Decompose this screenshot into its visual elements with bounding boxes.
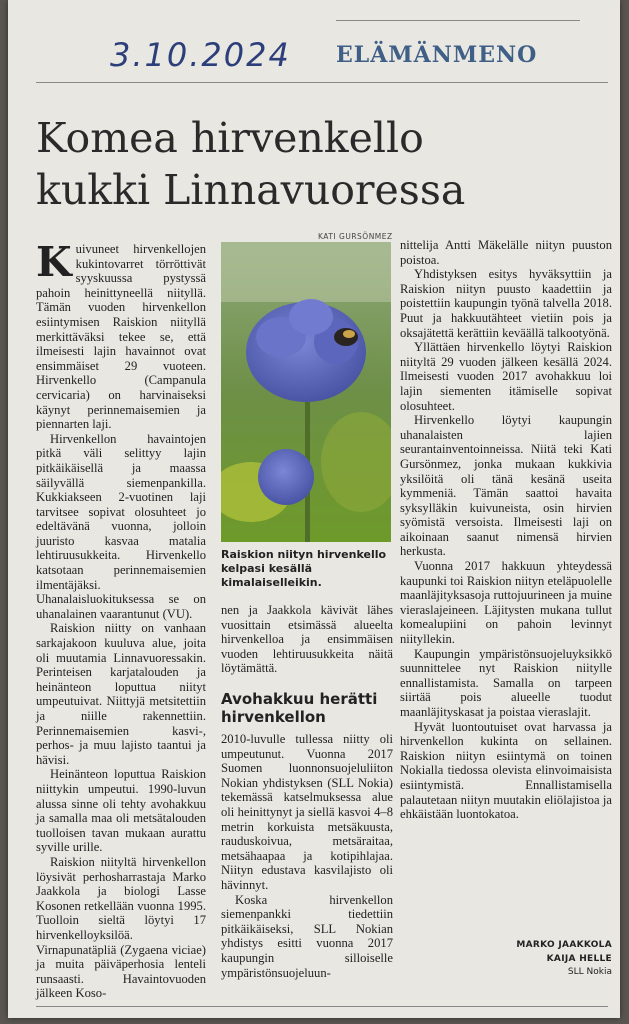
top-rule [336, 20, 580, 21]
paragraph: Kaupungin ympäristönsuojeluyksikkö suunnittelee nyt Raiskion niitylle ennallistamista. Samalla on tarpeen siirtää pois alueelle tuodut maanläjityskasat ja poistaa vieraslajit. [400, 646, 612, 719]
handwritten-date: 3.10.2024 [110, 36, 291, 74]
paragraph: Raiskion niityltä hirvenkellon löysivät perhosharrastaja Marko Jaakkola ja biologi Lasse Kosonen retkellään vuonna 1995. Tuolloin sieltä löytyi 17 hirvenkelloyksilöä. Virnapunatäpliä (Zygaena viciae) ja muita päiväperhosia lenteli runsaasti. Havaintovuoden jälkeen Koso- [36, 854, 206, 1001]
section-title: ELÄMÄNMENO [336, 42, 538, 68]
drop-cap: K [36, 238, 72, 286]
subheading: Avohakkuu herätti hirvenkellon [221, 690, 378, 726]
headline [36, 112, 596, 216]
paragraph: Hyvät luontoutuiset ovat harvassa ja hirvenkellon kukinta on sellainen. Raiskion niityn esiintymä on toinen Nokialla tiedossa olevista elinvoimaisista esiintymistä. Ennallistamisella palautetaan niityn muutakin eliölajistoa ja ehkäistään luontokatoa. [400, 719, 612, 822]
photo-caption: Raiskion niityn hirvenkello kelpasi kesällä kimalaiselleikin. [221, 548, 387, 589]
paragraph: nittelija Antti Mäkelälle niityn puuston poistoa. [400, 238, 612, 267]
header-rule [36, 82, 608, 83]
paragraph: Koska hirvenkellon siemenpankki tiedettiin pitkäikäiseksi, SLL Nokian yhdistys esitti vuonna 2017 kaupungin silloiselle ympäristönsuojeluun- [221, 892, 393, 980]
column-1 [36, 238, 206, 1001]
paragraph: Yhdistyksen esitys hyväksyttiin ja Raiskion niityn puusto kaadettiin ja poistettiin kaupungin työnä talvella 2018. Puut ja hakkuutähteet vietiin pois ja oksajätettä kerättiin keväällä talkootyönä. [400, 267, 612, 340]
column-2-bottom [221, 732, 393, 980]
paragraph: Hirvenkellon havaintojen pitkä väli selittyy lajin pitkäikäisellä ja maassa säilyvällä siemenpankilla. Kukkiakseen 2-vuotinen laji tarvitsee sopivat olosuhteet jo edeltävänä vuonna, jolloin juuristo kasvaa matalia lehtiruusukkeita. Hirvenkello katsotaan perinnemaisemien ilmentäjäksi. Uhanalaisluokituksessa se on uhanalainen vaarantunut (VU). [36, 431, 206, 621]
bottom-rule [36, 1006, 608, 1007]
author-1: MARKO JAAKKOLA [516, 940, 612, 950]
author-organization: SLL Nokia [567, 967, 612, 977]
column-3 [400, 238, 612, 822]
paragraph: Hirvenkello löytyi kaupungin uhanalaisten lajien seurantainventoinneissa. Niitä teki Kati Gursönmez, jonka mukaan kukkivia yksilöitä oli tänä kesänä useita kymmeniä. Tämän saattoi havaita syksylläkin kuivuneista, osin hirvien syömistä versoista. Ilmeisesti laji on aikoinaan saanut nimensä hirvien herkusta. [400, 413, 612, 559]
paragraph: 2010-luvulle tullessa niitty oli umpeutunut. Vuonna 2017 Suomen luonnonsuojeluliiton Nokian yhdistyksen (SLL Nokia) tekemässä katselmuksessa alue oli heinittynyt ja siellä kasvoi 4–8 metrin korkuista metsäkuusta, rauduskoivua, metsäraitaa, metsähaapaa ja kotipihlajaa. Niityn edustava kasvilajisto oli hävinnyt. [221, 732, 393, 892]
paragraph: Heinänteon loputtua Raiskion niittykin umpeutui. 1990-luvun alussa sinne oli tehty avohakkuu ja samalla maa oli metsätalouden tuolloisen tavan mukaan aurattu syville urille. [36, 767, 206, 855]
bellflower-illustration [221, 242, 391, 542]
paragraph: Raiskion niitty on vanhaan sarkajakoon kuuluva alue, joita oli muutamia Linnavuoressakin. Perinteisen karjatalouden ja heinänteon loputtua niityt umpeutuivat. Niittyjä metsitettiin ja niille rakennettiin. Perinnemaisemien kasvi-, perhos- ja muu lajisto taantui ja hävisi. [36, 621, 206, 767]
paragraph: Kuivuneet hirvenkellojen kukintovarret törröttivät syyskuussa pystyssä pahoin heinittyneellä niityllä. Tämän vuoden hirvenkellon esiintymisen Raiskion niityllä merkittäväksi tekee se, että ilmeisesti lajin havainnot ovat ensimmäiset 29 vuoteen. Hirvenkello (Campanula cervicaria) on harvinaiseksi käynyt perinnemaisemien ja piennarten laji. [36, 238, 206, 432]
headline-line-1: Komea hirvenkello [36, 114, 424, 162]
headline-line-2: kukki Linnavuoressa [36, 166, 466, 214]
column-2-top [221, 603, 393, 676]
author-2: KAIJA HELLE [546, 954, 612, 964]
paragraph: Yllättäen hirvenkello löytyi Raiskion niityltä 29 vuoden jälkeen kesällä 2024. Ilmeisesti vuoden 2017 avohakkuu loi lajin siementen itämiselle sopivat olosuhteet. [400, 340, 612, 413]
paragraph: Vuonna 2017 hakkuun yhteydessä kaupunki toi Raiskion niityn eteläpuolelle maanläjityksasoja ruttojuurineen ja muine vieraslajeineen. Läjitysten mukana tullut komealupiini on pahoin levinnyt niityllekin. [400, 559, 612, 647]
bellflower-photo [221, 242, 391, 542]
paragraph: nen ja Jaakkola kävivät lähes vuosittain etsimässä alueelta hirvenkelloa ja ensimmäisen vuoden lehtiruusukkeita näitä löytämättä. [221, 603, 393, 676]
photo-credit: KATI GURSÖNMEZ [318, 232, 393, 241]
